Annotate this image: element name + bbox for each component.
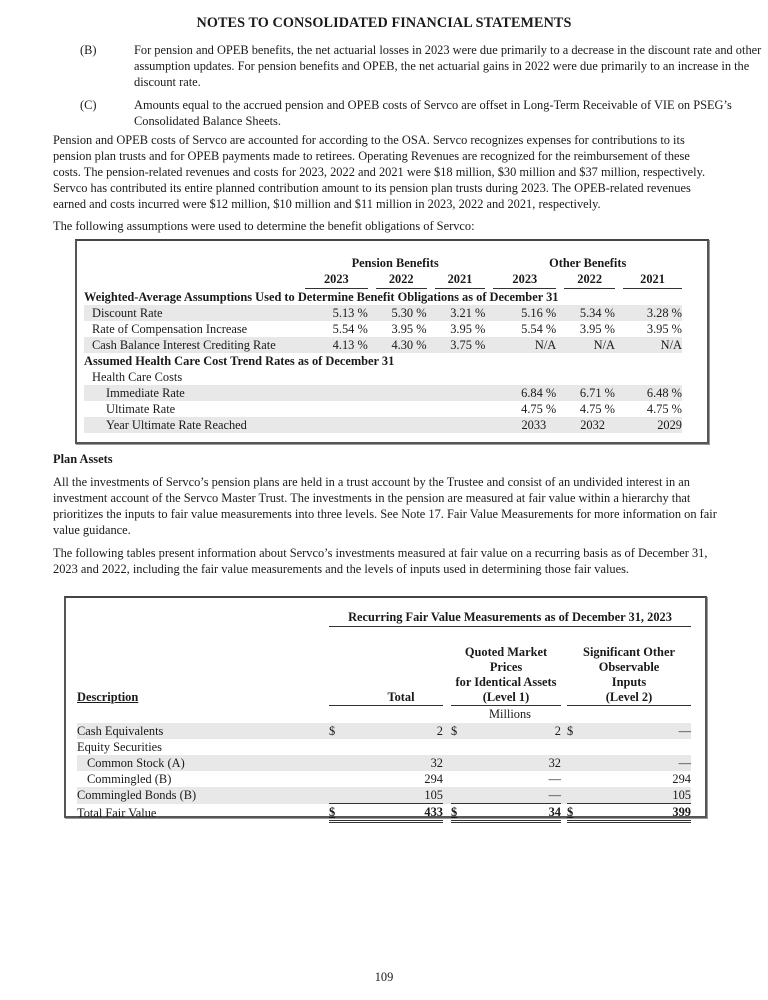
row-label: Discount Rate	[92, 306, 163, 320]
cell: 32	[548, 756, 561, 770]
note-label: (B)	[80, 43, 97, 57]
cell: 3.28 %	[646, 306, 682, 320]
cell: 5.54 %	[332, 322, 368, 336]
row-label: Common Stock (A)	[87, 756, 185, 770]
cell: 3.95 %	[391, 322, 427, 336]
cell: 4.75 %	[646, 402, 682, 416]
cell: 3.75 %	[450, 338, 486, 352]
table-row	[77, 787, 691, 804]
cell: 2032	[580, 418, 605, 432]
cell: 5.16 %	[521, 306, 557, 320]
plan-assets-paragraph: All the investments of Servco’s pension plans are held in a trust account by the Trustee and consist of an undivided interest in an investment account of the Servco Master Trust. The investments in the pension are measured at fair value within a hierarchy that prioritizes the inputs to fair value measurements into three levels. See Note 17. Fair Value Measurements for more information on fair value guidance.	[53, 475, 717, 537]
section-heading: Weighted-Average Assumptions Used to Determine Benefit Obligations as of December 31	[84, 289, 559, 304]
row-label: Total Fair Value	[77, 805, 157, 820]
section-heading: Assumed Health Care Cost Trend Rates as of December 31	[84, 354, 395, 368]
table-row	[84, 321, 682, 337]
cell: —	[678, 724, 691, 738]
page-number: 109	[374, 970, 394, 984]
cell: 105	[672, 788, 691, 802]
col-header-total: Total	[329, 626, 443, 705]
fair-value-table	[77, 609, 691, 823]
assumptions-table-box	[75, 239, 709, 444]
fair-value-title: Recurring Fair Value Measurements as of December 31, 2023	[329, 609, 691, 626]
cell: 4.75 %	[579, 402, 615, 416]
subsection-heading: Health Care Costs	[92, 370, 183, 384]
cell: 3.21 %	[450, 306, 486, 320]
cell: 6.48 %	[646, 386, 682, 400]
note-text: For pension and OPEB benefits, the net actuarial losses in 2023 were due primarily to a decrease in the discount rate and other assumption updates. For pension benefits and OPEB, the net actuarial gains in 2022 were due primarily to an increase in the discount rate.	[134, 43, 762, 89]
cell: 105	[424, 788, 443, 802]
row-label: Ultimate Rate	[106, 402, 176, 416]
cell: 6.84 %	[521, 386, 557, 400]
table-row	[77, 755, 691, 771]
col-header-level2: Significant Other Observable Inputs (Level 2)	[567, 626, 691, 705]
cell: 3.95 %	[579, 322, 615, 336]
cell: 4.30 %	[391, 338, 427, 352]
assumptions-intro: The following assumptions were used to determine the benefit obligations of Servco:	[53, 219, 475, 233]
row-label: Equity Securities	[77, 740, 162, 754]
cell: N/A	[534, 338, 557, 352]
costs-paragraph: Pension and OPEB costs of Servco are accounted for according to the OSA. Servco recognizes expenses for contributions to its pension plan trusts and for OPEB payments made to retirees. Operating Revenues are recognized for the reimbursement of these costs. The pension-related revenues and costs for 2023, 2022 and 2021 were $18 million, $30 million and $37 million, respectively. Servco has contributed its entire planned contribution amount to its pension plan trusts during 2023. The OPEB-related revenues earned and costs incurred were $12 million, $10 million and $11 million in 2023, 2022 and 2021, respectively.	[53, 133, 706, 211]
row-label: Commingled (B)	[87, 772, 172, 786]
group-header-pension: Pension Benefits	[351, 256, 439, 270]
cell: 2	[436, 724, 443, 738]
cell: —	[548, 788, 561, 802]
year-header: 2021	[435, 271, 486, 288]
group-header-other: Other Benefits	[549, 256, 627, 270]
cell: 34	[467, 804, 561, 822]
cell: 3.95 %	[450, 322, 486, 336]
year-header: 2021	[623, 271, 682, 288]
cell: 6.71 %	[579, 386, 615, 400]
cell: 5.13 %	[332, 306, 368, 320]
cell: 294	[672, 772, 691, 786]
cell: 2	[554, 724, 561, 738]
currency-symbol: $	[451, 804, 467, 822]
currency-symbol: $	[329, 724, 336, 738]
table-row	[84, 401, 682, 417]
row-label: Rate of Compensation Increase	[92, 322, 248, 336]
cell: N/A	[593, 338, 615, 352]
fair-value-table-box	[64, 596, 707, 818]
table-row	[84, 337, 682, 353]
table-row	[84, 305, 682, 321]
row-label: Cash Balance Interest Crediting Rate	[92, 338, 276, 352]
cell: N/A	[660, 338, 682, 352]
row-label: Commingled Bonds (B)	[77, 788, 197, 803]
cell: —	[678, 756, 691, 770]
total-row	[77, 804, 691, 822]
table-row	[77, 723, 691, 739]
note-label: (C)	[80, 98, 97, 112]
row-label: Immediate Rate	[106, 386, 185, 400]
page-title: NOTES TO CONSOLIDATED FINANCIAL STATEMENTS	[196, 15, 572, 31]
col-header-level1: Quoted Market Prices for Identical Assets (Level 1)	[451, 626, 561, 705]
cell: 5.34 %	[579, 306, 615, 320]
year-header: 2023	[305, 271, 368, 288]
cell: 4.13 %	[332, 338, 368, 352]
cell: 32	[430, 756, 443, 770]
cell: 294	[424, 772, 443, 786]
table-row	[77, 739, 691, 755]
plan-assets-heading: Plan Assets	[53, 452, 113, 466]
cell: —	[548, 772, 561, 786]
table-row	[84, 417, 682, 433]
table-row	[84, 385, 682, 401]
cell: 4.75 %	[521, 402, 557, 416]
row-label: Cash Equivalents	[77, 724, 164, 738]
currency-symbol: $	[451, 724, 458, 738]
currency-symbol: $	[567, 724, 574, 738]
year-header: 2022	[376, 271, 427, 288]
col-header-description: Description	[77, 690, 139, 704]
cell: 5.54 %	[521, 322, 557, 336]
row-label: Year Ultimate Rate Reached	[106, 418, 247, 432]
table-row	[77, 771, 691, 787]
units-label: Millions	[489, 707, 531, 722]
cell: 2029	[657, 418, 682, 432]
tables-intro: The following tables present information about Servco’s investments measured at fair value on a recurring basis as of December 31, 2023 and 2022, including the fair value measurements and the levels of inputs used in determining those fair values.	[53, 546, 708, 576]
year-header: 2023	[493, 271, 556, 288]
note-text: Amounts equal to the accrued pension and OPEB costs of Servco are offset in Long-Term Receivable of VIE on PSEG’s Consolidated Balance Sheets.	[134, 98, 732, 128]
year-header: 2022	[564, 271, 615, 288]
cell: 433	[345, 804, 443, 822]
currency-symbol: $	[329, 804, 345, 822]
cell: 3.95 %	[646, 322, 682, 336]
cell: 399	[583, 804, 691, 822]
cell: 2033	[521, 418, 547, 432]
currency-symbol: $	[567, 804, 583, 822]
cell: 5.30 %	[391, 306, 427, 320]
assumptions-table	[84, 255, 682, 433]
